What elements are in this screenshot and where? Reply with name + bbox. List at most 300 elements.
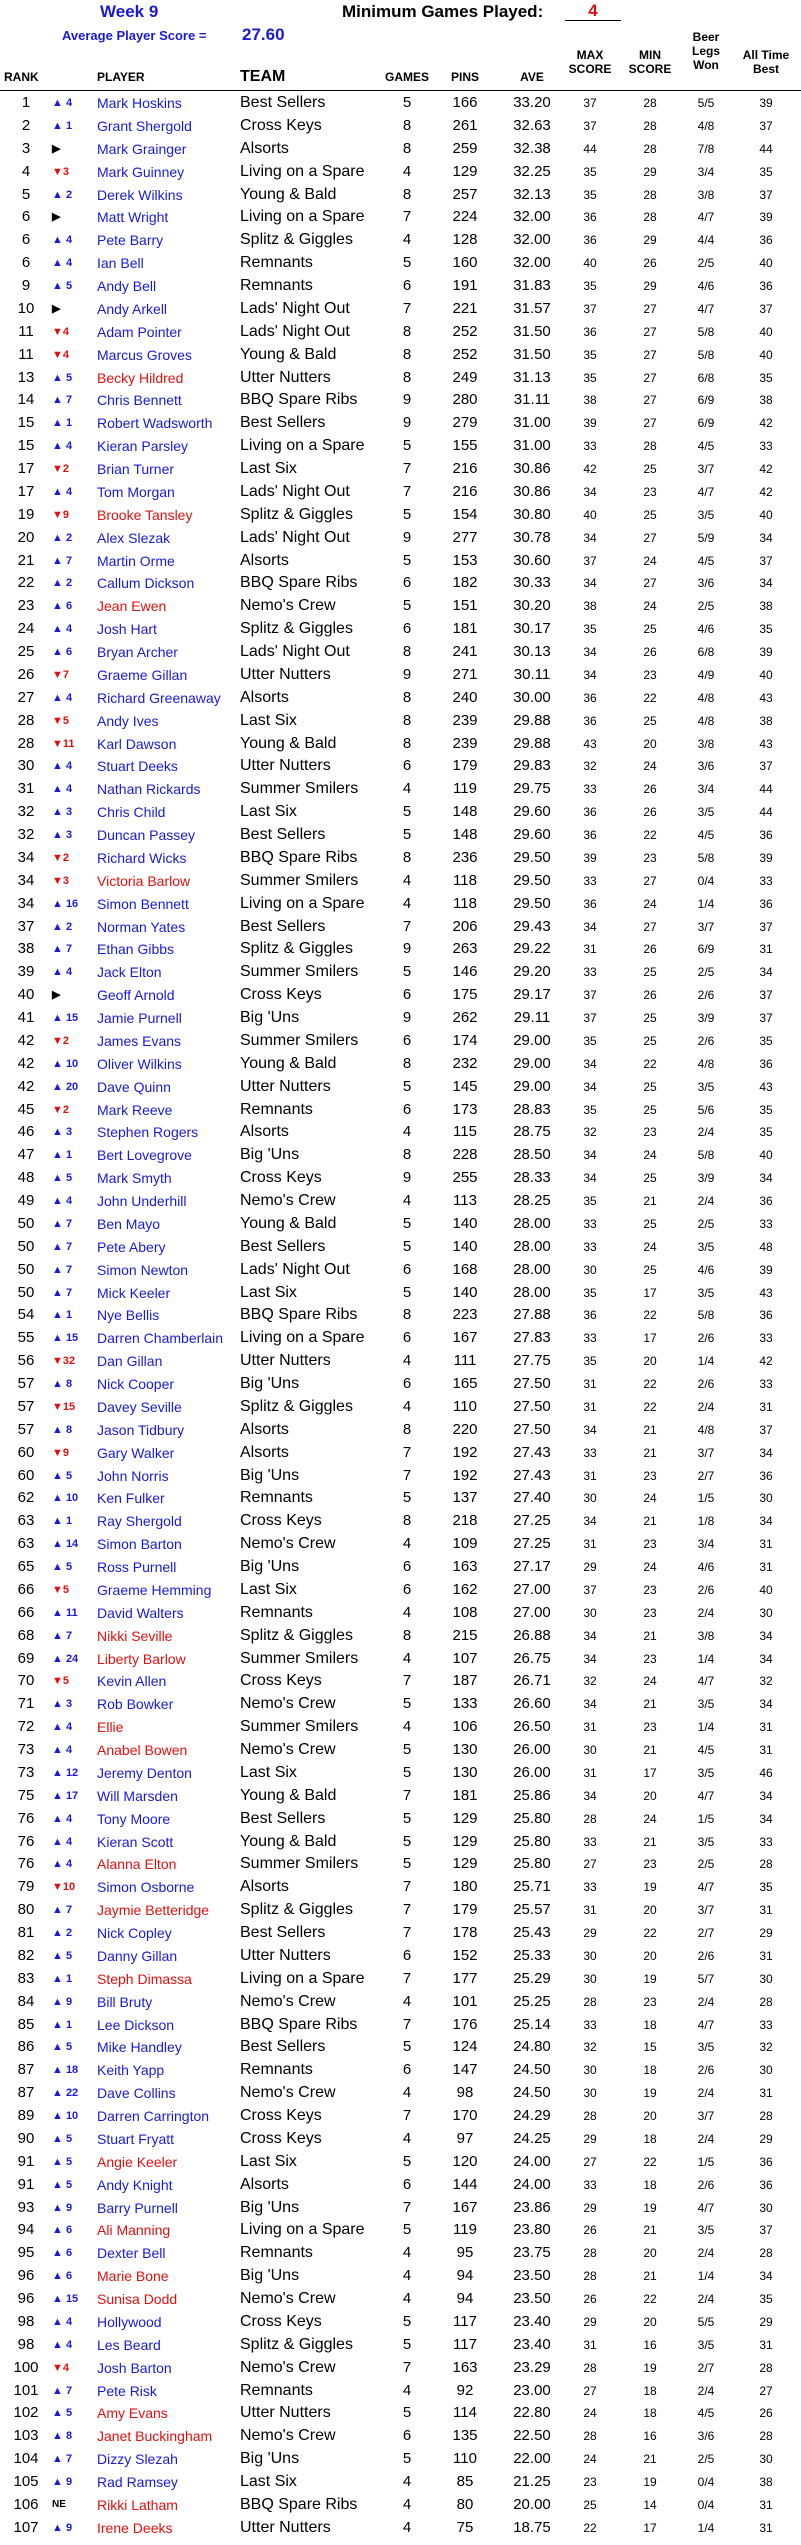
beer-legs-cell: 5/5 (697, 96, 715, 110)
all-time-best-cell: 34 (759, 2269, 773, 2284)
pins-cell: 239 (452, 711, 478, 729)
pins-cell: 228 (452, 1146, 478, 1164)
beer-legs-cell: 3/5 (697, 2223, 715, 2238)
table-row (0, 1648, 801, 1671)
games-cell: 4 (402, 2129, 412, 2147)
rank-cell: 102 (13, 2404, 39, 2422)
player-name: Danny Gillan (97, 1947, 178, 1964)
all-time-best-cell: 38 (759, 393, 773, 408)
team-name: Best Sellers (240, 1237, 326, 1255)
all-time-best-cell: 28 (759, 1994, 773, 2009)
rank-cell: 82 (17, 1946, 35, 1964)
games-cell: 6 (402, 2427, 412, 2445)
all-time-best-cell: 35 (759, 2292, 773, 2306)
movement-indicator: ▲ 4 (52, 2315, 73, 2328)
beer-legs-cell: 3/6 (697, 2429, 715, 2444)
min-score-cell: 25 (643, 507, 657, 522)
max-score-cell: 30 (583, 2063, 597, 2078)
games-cell: 6 (402, 1100, 412, 1118)
pins-cell: 192 (452, 1443, 478, 1461)
min-score-cell: 24 (643, 1811, 657, 1826)
max-score-cell: 33 (583, 782, 597, 797)
games-cell: 4 (402, 2244, 412, 2262)
table-row (0, 2197, 801, 2220)
games-cell: 5 (402, 2152, 412, 2170)
team-name: Best Sellers (240, 1809, 326, 1827)
min-score-cell: 21 (643, 2452, 657, 2467)
pins-cell: 137 (452, 1489, 478, 1507)
rank-cell: 14 (17, 391, 35, 409)
games-cell: 4 (402, 1535, 412, 1553)
max-score-cell: 36 (583, 805, 597, 820)
games-cell: 8 (402, 1146, 412, 1164)
average-cell: 27.50 (513, 1397, 551, 1415)
movement-indicator: ▲ 5 (52, 2407, 73, 2420)
average-cell: 31.13 (513, 368, 551, 386)
min-score-cell: 20 (643, 2109, 657, 2123)
table-row (0, 618, 801, 641)
team-name: Alsorts (240, 139, 289, 157)
average-cell: 25.29 (513, 1969, 551, 1987)
player-name: Mark Guinney (97, 163, 185, 180)
max-score-cell: 44 (583, 141, 597, 156)
player-name: Martin Orme (97, 552, 175, 569)
all-time-best-cell: 28 (759, 2109, 773, 2123)
beer-legs-cell: 3/9 (697, 1011, 715, 1025)
movement-indicator: ▲ 2 (52, 1927, 73, 1939)
average-cell: 23.50 (513, 2267, 551, 2285)
all-time-best-cell: 34 (759, 530, 773, 545)
beer-legs-cell: 2/4 (697, 1194, 715, 1208)
team-name: Splitz & Giggles (240, 1397, 353, 1415)
player-name: Jeremy Denton (97, 1764, 192, 1781)
team-name: Splitz & Giggles (240, 940, 353, 958)
all-time-best-cell: 34 (759, 1651, 773, 1666)
table-row (0, 1030, 801, 1053)
table-row (0, 389, 801, 412)
team-name: Nemo's Crew (240, 597, 336, 615)
team-name: Big 'Uns (240, 1009, 300, 1026)
team-name: Nemo's Crew (240, 2084, 336, 2102)
average-cell: 31.57 (513, 299, 551, 317)
rank-cell: 54 (17, 1306, 35, 1324)
average-cell: 32.00 (513, 208, 551, 226)
rank-cell: 17 (17, 460, 35, 477)
team-name: Splitz & Giggles (240, 1901, 353, 1919)
table-row (0, 1670, 801, 1693)
games-cell: 8 (402, 734, 412, 752)
min-score-cell: 28 (643, 439, 657, 454)
movement-indicator: ▲ 11 (52, 1606, 78, 1619)
movement-indicator: ▲ 3 (52, 806, 73, 819)
pins-cell: 129 (452, 1832, 478, 1850)
beer-legs-cell: 3/7 (697, 462, 715, 476)
team-name: Summer Smilers (240, 1649, 359, 1667)
player-name: Lee Dickson (97, 2016, 175, 2033)
movement-indicator: ▼3 (52, 165, 70, 178)
player-name: Duncan Passey (97, 827, 196, 843)
max-score-cell: 25 (583, 2497, 597, 2512)
table-row (0, 1602, 801, 1625)
average-cell: 27.43 (513, 1443, 551, 1461)
beer-legs-cell: 1/4 (697, 896, 715, 911)
average-cell: 32.25 (513, 162, 551, 180)
min-score-cell: 25 (643, 1171, 657, 1186)
min-score-cell: 20 (643, 1354, 657, 1369)
min-score-cell: 22 (643, 828, 657, 842)
team-name: Lads' Night Out (240, 299, 350, 317)
max-score-cell: 30 (583, 1971, 597, 1986)
beer-legs-cell: 2/4 (697, 2086, 715, 2101)
average-cell: 27.00 (513, 1603, 551, 1621)
max-score-cell: 29 (583, 1560, 597, 1574)
movement-indicator: ▶ (52, 142, 61, 155)
beer-legs-cell: 4/7 (697, 1880, 715, 1895)
pins-cell: 216 (452, 482, 478, 500)
pins-cell: 129 (452, 1855, 478, 1873)
player-name: Mick Keeler (97, 1284, 171, 1301)
team-name: Remnants (240, 2244, 313, 2262)
games-cell: 6 (402, 1031, 412, 1049)
games-cell: 7 (402, 1443, 412, 1461)
table-row (0, 847, 801, 870)
all-time-best-cell: 39 (759, 1262, 773, 1277)
games-cell: 4 (402, 2473, 412, 2490)
movement-indicator: ▼7 (52, 668, 70, 681)
games-cell: 5 (402, 1283, 412, 1301)
rank-cell: 42 (17, 1077, 35, 1095)
table-row (0, 2036, 801, 2059)
beer-legs-cell: 5/8 (697, 850, 715, 865)
all-time-best-cell: 37 (759, 919, 773, 934)
min-score-cell: 22 (643, 1308, 657, 1323)
max-score-cell: 34 (583, 645, 597, 659)
min-score-cell: 16 (643, 2337, 657, 2352)
all-time-best-cell: 29 (759, 2131, 773, 2146)
games-cell: 5 (402, 505, 412, 523)
games-cell: 4 (402, 2381, 412, 2399)
rank-cell: 40 (17, 986, 35, 1004)
max-score-cell: 35 (583, 1194, 597, 1208)
col-games: GAMES (384, 70, 429, 84)
team-name: Remnants (240, 254, 313, 272)
min-score-cell: 18 (643, 2177, 657, 2192)
team-name: BBQ Spare Ribs (240, 848, 358, 866)
rank-cell: 91 (17, 2175, 35, 2193)
beer-legs-cell: 1/5 (697, 1811, 715, 1826)
all-time-best-cell: 28 (759, 1857, 773, 1872)
all-time-best-cell: 31 (759, 2086, 773, 2101)
rank-cell: 32 (17, 826, 35, 843)
movement-indicator: ▲ 10 (52, 1492, 79, 1505)
games-cell: 6 (402, 1580, 412, 1598)
team-name: Lads' Night Out (240, 482, 350, 500)
team-name: Nemo's Crew (240, 1992, 336, 2010)
max-score-cell: 36 (583, 324, 597, 339)
min-score-cell: 20 (643, 2246, 657, 2261)
pins-cell: 118 (453, 871, 477, 889)
pins-cell: 120 (452, 2152, 478, 2170)
team-name: Summer Smilers (240, 780, 359, 798)
max-score-cell: 31 (583, 1903, 597, 1918)
average-cell: 27.88 (513, 1306, 551, 1324)
max-score-cell: 30 (583, 1605, 597, 1620)
max-score-cell: 43 (583, 736, 597, 751)
movement-indicator: ▲ 1 (52, 417, 73, 430)
beer-legs-cell: 4/8 (697, 690, 715, 705)
min-score-cell: 21 (643, 1697, 657, 1712)
team-name: Big 'Uns (240, 1558, 300, 1575)
max-score-cell: 39 (583, 850, 597, 865)
games-cell: 8 (402, 185, 412, 203)
beer-legs-cell: 1/4 (697, 1720, 715, 1735)
table-row (0, 1487, 801, 1510)
table-row (0, 1625, 801, 1648)
player-name: Dan Gillan (97, 1353, 163, 1370)
rank-cell: 31 (17, 780, 35, 798)
team-name: Big 'Uns (240, 1466, 300, 1484)
player-name: Mike Handley (97, 2039, 182, 2056)
all-time-best-cell: 33 (759, 1216, 773, 1231)
max-score-cell: 33 (583, 2177, 597, 2192)
rank-cell: 103 (13, 2427, 39, 2445)
table-row (0, 1121, 801, 1144)
rank-cell: 91 (17, 2152, 35, 2170)
team-name: Nemo's Crew (240, 1192, 336, 1209)
max-score-cell: 29 (583, 2131, 597, 2146)
min-score-cell: 16 (643, 2429, 657, 2444)
player-name: Davey Seville (97, 1398, 182, 1415)
team-name: Splitz & Giggles (240, 620, 353, 638)
all-time-best-cell: 39 (759, 850, 773, 865)
average-cell: 23.75 (513, 2244, 551, 2262)
table-row (0, 870, 801, 893)
all-time-best-cell: 42 (759, 484, 773, 499)
player-name: Mark Hoskins (97, 95, 182, 111)
min-score-cell: 27 (643, 576, 657, 591)
table-row (0, 2334, 801, 2357)
rank-cell: 22 (17, 574, 35, 592)
movement-indicator: ▼4 (52, 325, 70, 338)
max-score-cell: 33 (583, 1445, 597, 1460)
team-name: Best Sellers (240, 1924, 326, 1941)
all-time-best-cell: 34 (759, 1445, 773, 1460)
pins-cell: 85 (456, 2473, 474, 2490)
max-score-cell: 31 (583, 1399, 597, 1414)
max-score-cell: 28 (583, 1994, 597, 2009)
movement-indicator: ▲ 4 (52, 440, 73, 453)
table-row (0, 1327, 801, 1350)
movement-indicator: ▲ 6 (52, 2247, 73, 2260)
movement-indicator: ▲ 7 (52, 1263, 73, 1276)
average-cell: 30.17 (513, 620, 551, 638)
team-name: Nemo's Crew (240, 2358, 336, 2376)
min-score-cell: 25 (643, 462, 657, 476)
team-name: Alsorts (240, 1420, 289, 1438)
beer-legs-cell: 2/6 (697, 1948, 715, 1963)
rank-cell: 37 (17, 917, 35, 935)
max-score-cell: 42 (583, 462, 597, 476)
movement-indicator: ▲ 4 (52, 691, 73, 704)
games-cell: 5 (402, 1489, 412, 1507)
min-score-cell: 24 (643, 1560, 657, 1574)
pins-cell: 114 (453, 2404, 477, 2422)
pins-cell: 175 (452, 986, 478, 1004)
movement-indicator: ▲ 4 (52, 1195, 73, 1207)
table-row (0, 1442, 801, 1465)
min-score-cell: 29 (643, 233, 657, 248)
table-row (0, 824, 801, 847)
min-score-cell: 21 (643, 1445, 657, 1460)
games-cell: 7 (402, 460, 412, 477)
games-cell: 5 (402, 1809, 412, 1827)
average-cell: 27.43 (513, 1466, 551, 1484)
max-score-cell: 34 (583, 1079, 597, 1094)
rank-cell: 34 (17, 848, 35, 866)
min-score-cell: 21 (643, 1194, 657, 1208)
pins-cell: 75 (456, 2518, 474, 2536)
rank-cell: 66 (17, 1603, 35, 1621)
games-cell: 9 (402, 1009, 412, 1026)
team-name: Last Six (240, 1580, 297, 1598)
all-time-best-cell: 36 (759, 1468, 773, 1483)
games-cell: 5 (402, 1695, 412, 1713)
team-name: Alsorts (240, 1878, 289, 1896)
movement-indicator: ▲ 12 (52, 1766, 79, 1779)
table-row (0, 1144, 801, 1167)
table-row (0, 1945, 801, 1968)
movement-indicator: ▲ 5 (52, 1172, 73, 1185)
pins-cell: 277 (452, 528, 478, 546)
min-score-cell: 27 (643, 370, 657, 385)
team-name: Big 'Uns (240, 2267, 300, 2285)
games-cell: 8 (402, 711, 412, 729)
table-row (0, 664, 801, 687)
max-score-cell: 38 (583, 393, 597, 408)
col-max-score: MAX SCORE (568, 48, 612, 76)
all-time-best-cell: 43 (759, 736, 773, 751)
average-cell: 31.00 (513, 437, 551, 455)
team-name: BBQ Spare Ribs (240, 391, 358, 409)
pins-cell: 155 (452, 437, 478, 455)
average-cell: 25.71 (513, 1878, 551, 1896)
beer-legs-cell: 5/8 (697, 347, 715, 362)
games-cell: 9 (402, 1169, 412, 1187)
pins-cell: 220 (452, 1420, 478, 1438)
table-row (0, 1762, 801, 1785)
pins-cell: 92 (456, 2381, 474, 2399)
pins-cell: 262 (452, 1009, 478, 1026)
rank-cell: 23 (17, 597, 35, 615)
player-name: Alex Slezak (97, 529, 171, 546)
rank-cell: 62 (17, 1489, 35, 1507)
average-cell: 30.86 (513, 460, 551, 477)
rank-cell: 70 (17, 1672, 35, 1690)
team-name: Young & Bald (240, 185, 337, 203)
team-name: Splitz & Giggles (240, 231, 353, 249)
pins-cell: 109 (452, 1535, 478, 1553)
min-score-cell: 22 (643, 1926, 657, 1940)
player-name: Keith Yapp (97, 2062, 165, 2079)
min-score-cell: 28 (643, 187, 657, 202)
rank-cell: 76 (17, 1855, 35, 1873)
player-name: Will Marsden (97, 1787, 178, 1804)
average-cell: 30.20 (513, 597, 551, 615)
max-score-cell: 34 (583, 1628, 597, 1643)
rank-cell: 17 (17, 482, 35, 500)
average-cell: 22.50 (513, 2427, 551, 2445)
rank-cell: 48 (17, 1169, 35, 1187)
pins-cell: 224 (452, 208, 478, 226)
games-cell: 4 (402, 871, 412, 889)
average-cell: 32.63 (513, 116, 551, 134)
pins-cell: 152 (452, 1946, 478, 1964)
team-name: Utter Nutters (240, 2518, 331, 2536)
beer-legs-cell: 3/5 (697, 1697, 715, 1712)
pins-cell: 279 (452, 414, 478, 432)
max-score-cell: 27 (583, 2383, 597, 2398)
table-row (0, 115, 801, 138)
player-name: Stuart Fryatt (97, 2130, 175, 2147)
average-cell: 25.80 (513, 1855, 551, 1873)
min-score-cell: 23 (643, 1994, 657, 2009)
movement-indicator: ▲ 10 (52, 1057, 79, 1070)
col-ave: AVE (520, 70, 544, 84)
pins-cell: 163 (452, 1558, 478, 1575)
rank-cell: 100 (13, 2358, 39, 2376)
min-score-cell: 25 (643, 1216, 657, 1231)
games-cell: 8 (402, 116, 412, 134)
max-score-cell: 30 (583, 2086, 597, 2101)
rank-cell: 34 (17, 894, 35, 912)
table-row (0, 1190, 801, 1213)
team-name: Splitz & Giggles (240, 2335, 353, 2353)
max-score-cell: 34 (583, 1171, 597, 1186)
pins-cell: 181 (452, 620, 478, 638)
max-score-cell: 28 (583, 1811, 597, 1826)
movement-indicator: ▲ 5 (52, 2041, 73, 2054)
team-name: Young & Bald (240, 1054, 337, 1072)
max-score-cell: 35 (583, 347, 597, 362)
all-time-best-cell: 36 (759, 1194, 773, 1208)
team-name: Young & Bald (240, 1214, 337, 1232)
pins-cell: 162 (452, 1580, 478, 1598)
min-score-cell: 26 (643, 782, 657, 797)
movement-indicator: ▼11 (52, 737, 75, 750)
pins-cell: 110 (453, 2450, 477, 2468)
all-time-best-cell: 39 (759, 96, 773, 110)
games-cell: 6 (402, 757, 412, 775)
average-cell: 25.14 (513, 2015, 551, 2033)
team-name: Living on a Spare (240, 162, 365, 180)
all-time-best-cell: 40 (759, 347, 773, 362)
beer-legs-cell: 3/4 (697, 164, 715, 179)
max-score-cell: 35 (583, 1102, 597, 1117)
average-cell: 24.00 (513, 2175, 551, 2193)
team-name: Remnants (240, 1603, 313, 1621)
rank-cell: 30 (17, 757, 35, 775)
all-time-best-cell: 30 (759, 2452, 773, 2467)
max-score-cell: 29 (583, 2314, 597, 2329)
games-cell: 4 (402, 1992, 412, 2010)
beer-legs-cell: 6/9 (697, 416, 715, 431)
min-score-cell: 25 (643, 713, 657, 728)
player-name: Jean Ewen (97, 598, 167, 615)
player-name: Rad Ramsey (97, 2474, 178, 2490)
max-score-cell: 24 (583, 2452, 597, 2467)
all-time-best-cell: 34 (759, 1514, 773, 1529)
team-name: Living on a Spare (240, 1329, 365, 1347)
